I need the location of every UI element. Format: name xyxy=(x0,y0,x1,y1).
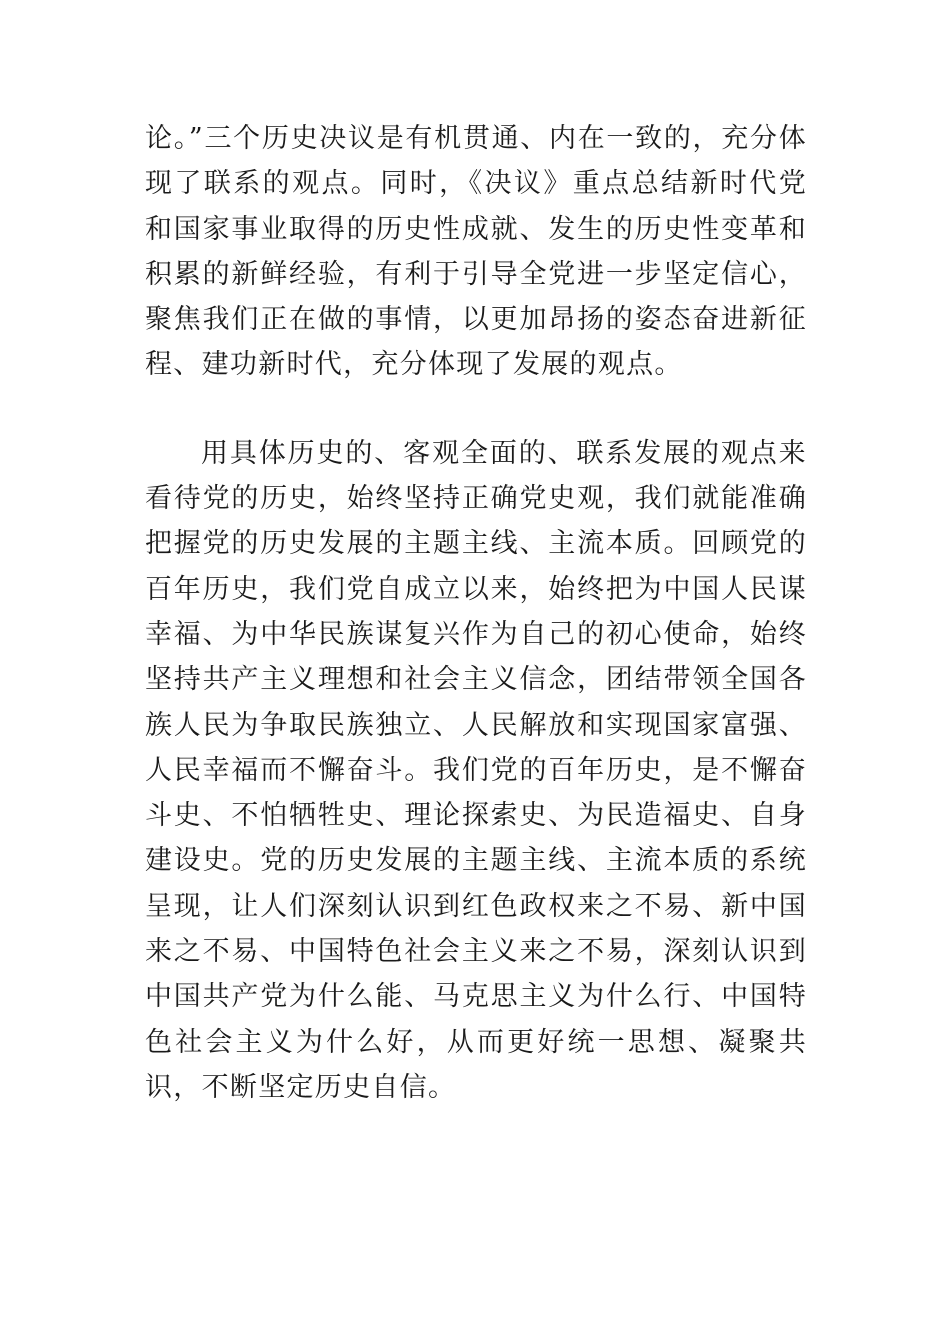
paragraph-1: 论。”三个历史决议是有机贯通、内在一致的，充分体现了联系的观点。同时，《决议》重点总结新时代党和国家事业取得的历史性成就、发生的历史性变革和积累的新鲜经验，有利于引导全党进一步坚定信心，聚焦我们正在做的事情，以更加昂扬的姿态奋进新征程、建功新时代，充分体现了发展的观点。 xyxy=(145,123,807,381)
paragraph-2: 用具体历史的、客观全面的、联系发展的观点来看待党的历史，始终坚持正确党史观，我们就能准确把握党的历史发展的主题主线、主流本质。回顾党的百年历史，我们党自成立以来，始终把为中国人民谋幸福、为中华民族谋复兴作为自己的初心使命，始终坚持共产主义理想和社会主义信念，团结带领全国各族人民为争取民族独立、人民解放和实现国家富强、人民幸福而不懈奋斗。我们党的百年历史，是不懈奋斗史、不怕牺牲史、理论探索史、为民造福史、自身建设史。党的历史发展的主题主线、主流本质的系统呈现，让人们深刻认识到红色政权来之不易、新中国来之不易、中国特色社会主义来之不易，深刻认识到中国共产党为什么能、马克思主义为什么行、中国特色社会主义为什么好，从而更好统一思想、凝聚共识，不断坚定历史自信。 xyxy=(145,437,807,1103)
document-body xyxy=(145,116,807,1110)
paragraph-spacer xyxy=(145,388,807,431)
